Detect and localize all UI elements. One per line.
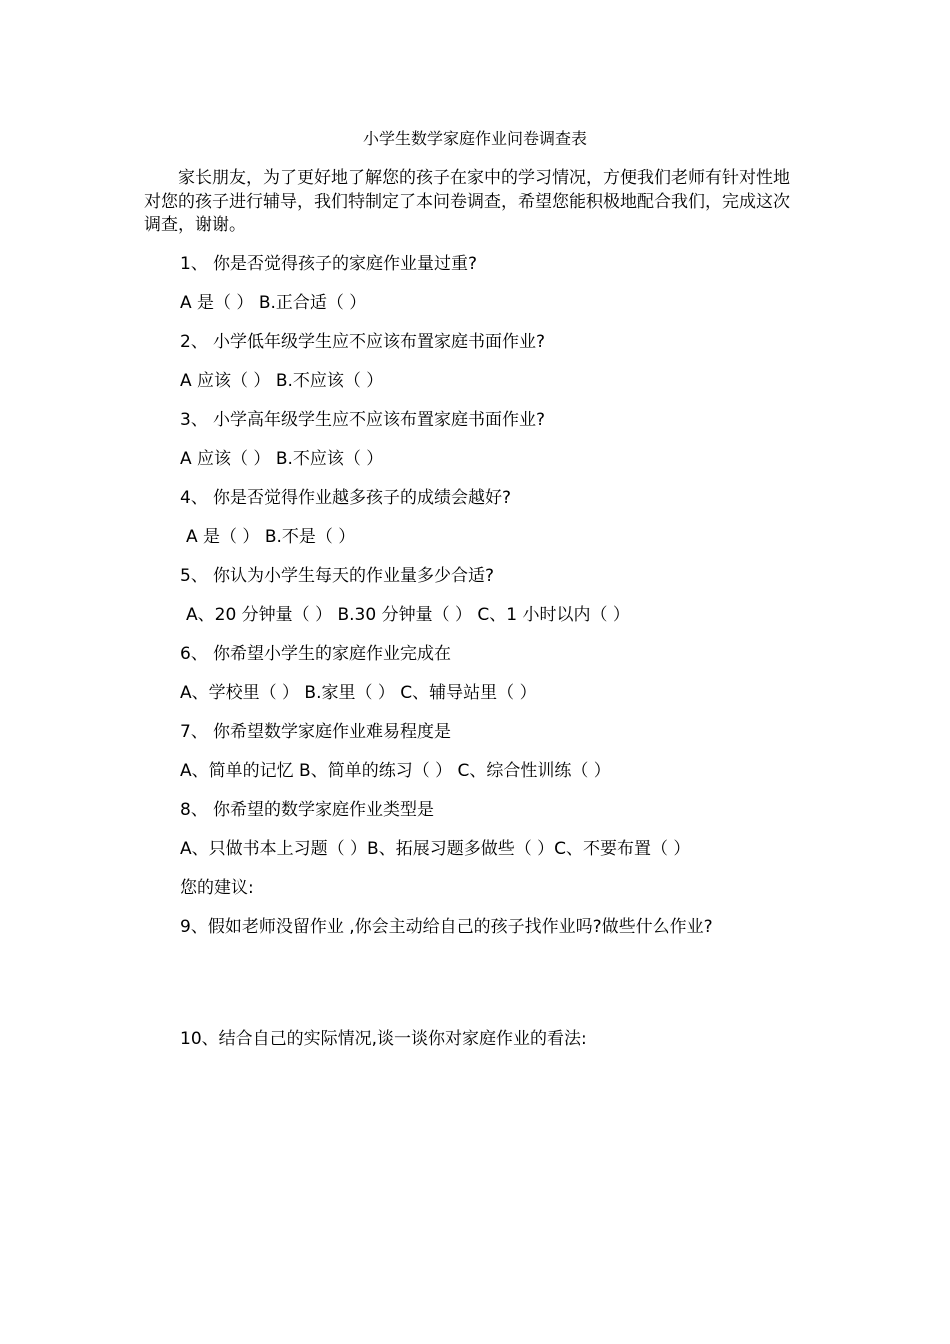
question-2-options: A 应该（ ） B.不应该（ ） (180, 371, 384, 391)
question-number: 8、 (180, 800, 208, 820)
question-7-options: A、简单的记忆 B、简单的练习（ ） C、综合性训练（ ） (180, 761, 611, 781)
question-number: 3、 (180, 410, 208, 430)
question-text: 你是否觉得作业越多孩子的成绩会越好? (213, 488, 512, 508)
question-number: 5、 (180, 566, 208, 586)
question-9: 9、假如老师没留作业 ,你会主动给自己的孩子找作业吗?做些什么作业? (180, 917, 713, 937)
question-6 (180, 643, 451, 665)
suggestion-label: 您的建议: (180, 878, 254, 898)
question-text: 你希望数学家庭作业难易程度是 (213, 722, 451, 742)
question-10: 10、结合自己的实际情况,谈一谈你对家庭作业的看法: (180, 1029, 587, 1049)
question-7 (180, 721, 451, 743)
question-text: 你希望的数学家庭作业类型是 (213, 800, 434, 820)
question-number: 1、 (180, 254, 208, 274)
question-text: 小学低年级学生应不应该布置家庭书面作业? (213, 332, 546, 352)
question-4 (180, 487, 511, 509)
question-1 (180, 253, 477, 275)
question-text: 你是否觉得孩子的家庭作业量过重? (213, 254, 478, 274)
question-5 (180, 565, 494, 587)
question-3 (180, 409, 545, 431)
question-4-options: A 是（ ） B.不是（ ） (186, 527, 356, 547)
question-8-options: A、只做书本上习题（ ）B、拓展习题多做些（ ）C、不要布置（ ） (180, 839, 691, 859)
question-3-options: A 应该（ ） B.不应该（ ） (180, 449, 384, 469)
question-number: 6、 (180, 644, 208, 664)
question-number: 2、 (180, 332, 208, 352)
intro-paragraph: 家长朋友，为了更好地了解您的孩子在家中的学习情况，方便我们老师有针对性地对您的孩子进行辅导，我们特制定了本问卷调查，希望您能积极地配合我们，完成这次调查，谢谢。 (144, 168, 790, 235)
page-title: 小学生数学家庭作业问卷调查表 (362, 129, 587, 148)
question-5-options: A、20 分钟量（ ） B.30 分钟量（ ） C、1 小时以内（ ） (186, 605, 630, 625)
question-number: 4、 (180, 488, 208, 508)
question-2 (180, 331, 545, 353)
question-text: 你希望小学生的家庭作业完成在 (213, 644, 451, 664)
question-text: 小学高年级学生应不应该布置家庭书面作业? (213, 410, 546, 430)
question-6-options: A、学校里（ ） B.家里（ ） C、辅导站里（ ） (180, 683, 537, 703)
question-number: 7、 (180, 722, 208, 742)
question-text: 你认为小学生每天的作业量多少合适? (213, 566, 495, 586)
question-8 (180, 799, 434, 821)
question-1-options: A 是（ ） B.正合适（ ） (180, 293, 367, 313)
